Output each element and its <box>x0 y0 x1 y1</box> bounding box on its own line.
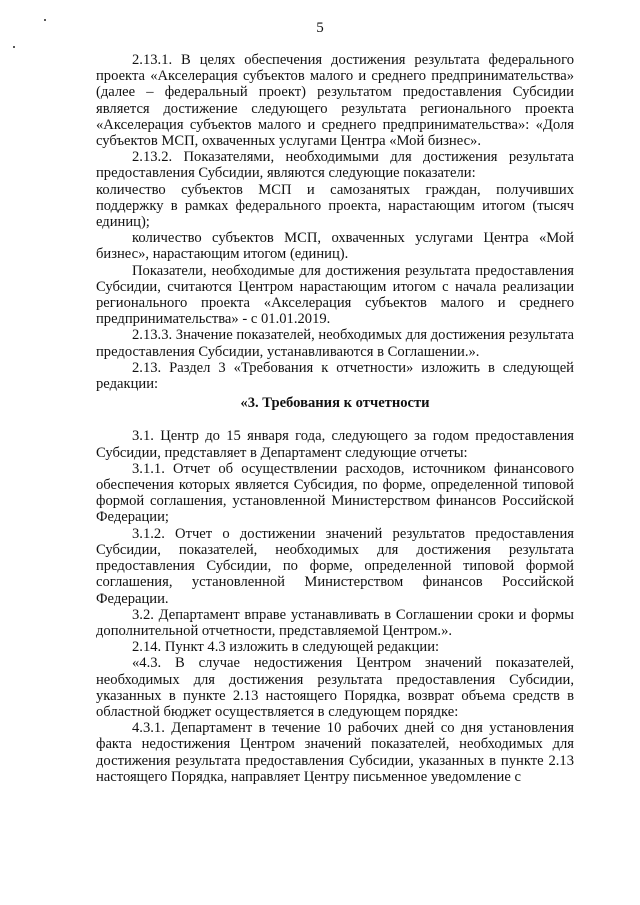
paragraph-indicators: Показатели, необходимые для достижения результата предоставления Субсидии, считаются Центром нарастающим итогом с начала реализации регионального проекта «Акселерация субъектов малого и среднего предпринимательства» - с 01.01.2019. <box>96 262 574 328</box>
scan-speck <box>44 19 46 21</box>
paragraph-2-13-2: 2.13.2. Показателями, необходимыми для достижения результата предоставления Субсидии, являются следующие показатели: <box>96 149 574 182</box>
paragraph-2-14: 2.14. Пункт 4.3 изложить в следующей редакции: <box>132 639 440 656</box>
paragraph-3-1: 3.1. Центр до 15 января года, следующего за годом предоставления Субсидии, представляет в Департамент следующие отчеты: <box>96 428 574 461</box>
document-body <box>96 52 574 785</box>
paragraph-4-3: «4.3. В случае недостижения Центром значений показателей, необходимых для достижения результата предоставления Субсидии, указанных в пункте 2.13 настоящего Порядка, возврат объема средств в областной бюджет осуществляется в следующем порядке: <box>96 655 574 720</box>
paragraph-2-13-1: 2.13.1. В целях обеспечения достижения результата федерального проекта «Акселерация субъектов малого и среднего предпринимательства» (далее – федеральный проект) результатом предоставления Субсидии является достижение следующего результата регионального проекта «Акселерация субъектов малого и среднего предпринимательства»: «Доля субъектов МСП, охваченных услугами Центра «Мой бизнес». <box>96 52 574 150</box>
paragraph-2-13-3: 2.13.3. Значение показателей, необходимых для достижения результата предоставления Субсидии, устанавливаются в Соглашении.». <box>96 327 574 360</box>
page-number: 5 <box>316 20 324 36</box>
list-item-msp-covered: количество субъектов МСП, охваченных услугами Центра «Мой бизнес», нарастающим итогом (единиц). <box>96 230 574 263</box>
paragraph-2-13-section3: 2.13. Раздел 3 «Требования к отчетности» изложить в следующей редакции: <box>96 359 574 393</box>
paragraph-3-1-2: 3.1.2. Отчет о достижении значений результатов предоставления Субсидии, показателей, необходимых для достижения результата предоставления Субсидии, по форме, определенной типовой формой соглашения, установленной Министерством финансов Российской Федерации. <box>96 525 574 607</box>
section-heading: «3. Требования к отчетности <box>240 395 430 412</box>
paragraph-4-3-1: 4.3.1. Департамент в течение 10 рабочих дней со дня установления факта недостижения Центром значений показателей, необходимых для достижения результата предоставления Субсидии, указанных в пункте 2.13 настоящего Порядка, направляет Центру письменное уведомление с <box>96 720 574 785</box>
scan-speck <box>13 46 15 48</box>
paragraph-3-1-1: 3.1.1. Отчет об осуществлении расходов, источником финансового обеспечения которых является Субсидия, по форме, определенной типовой формой соглашения, установленной Министерством финансов Российской Федерации; <box>96 460 574 526</box>
list-item-self-employed: количество субъектов МСП и самозанятых граждан, получивших поддержку в рамках федерального проекта, нарастающим итогом (тысяч единиц); <box>96 181 574 231</box>
paragraph-3-2: 3.2. Департамент вправе устанавливать в Соглашении сроки и формы дополнительной отчетности, представляемой Центром.». <box>96 606 574 639</box>
